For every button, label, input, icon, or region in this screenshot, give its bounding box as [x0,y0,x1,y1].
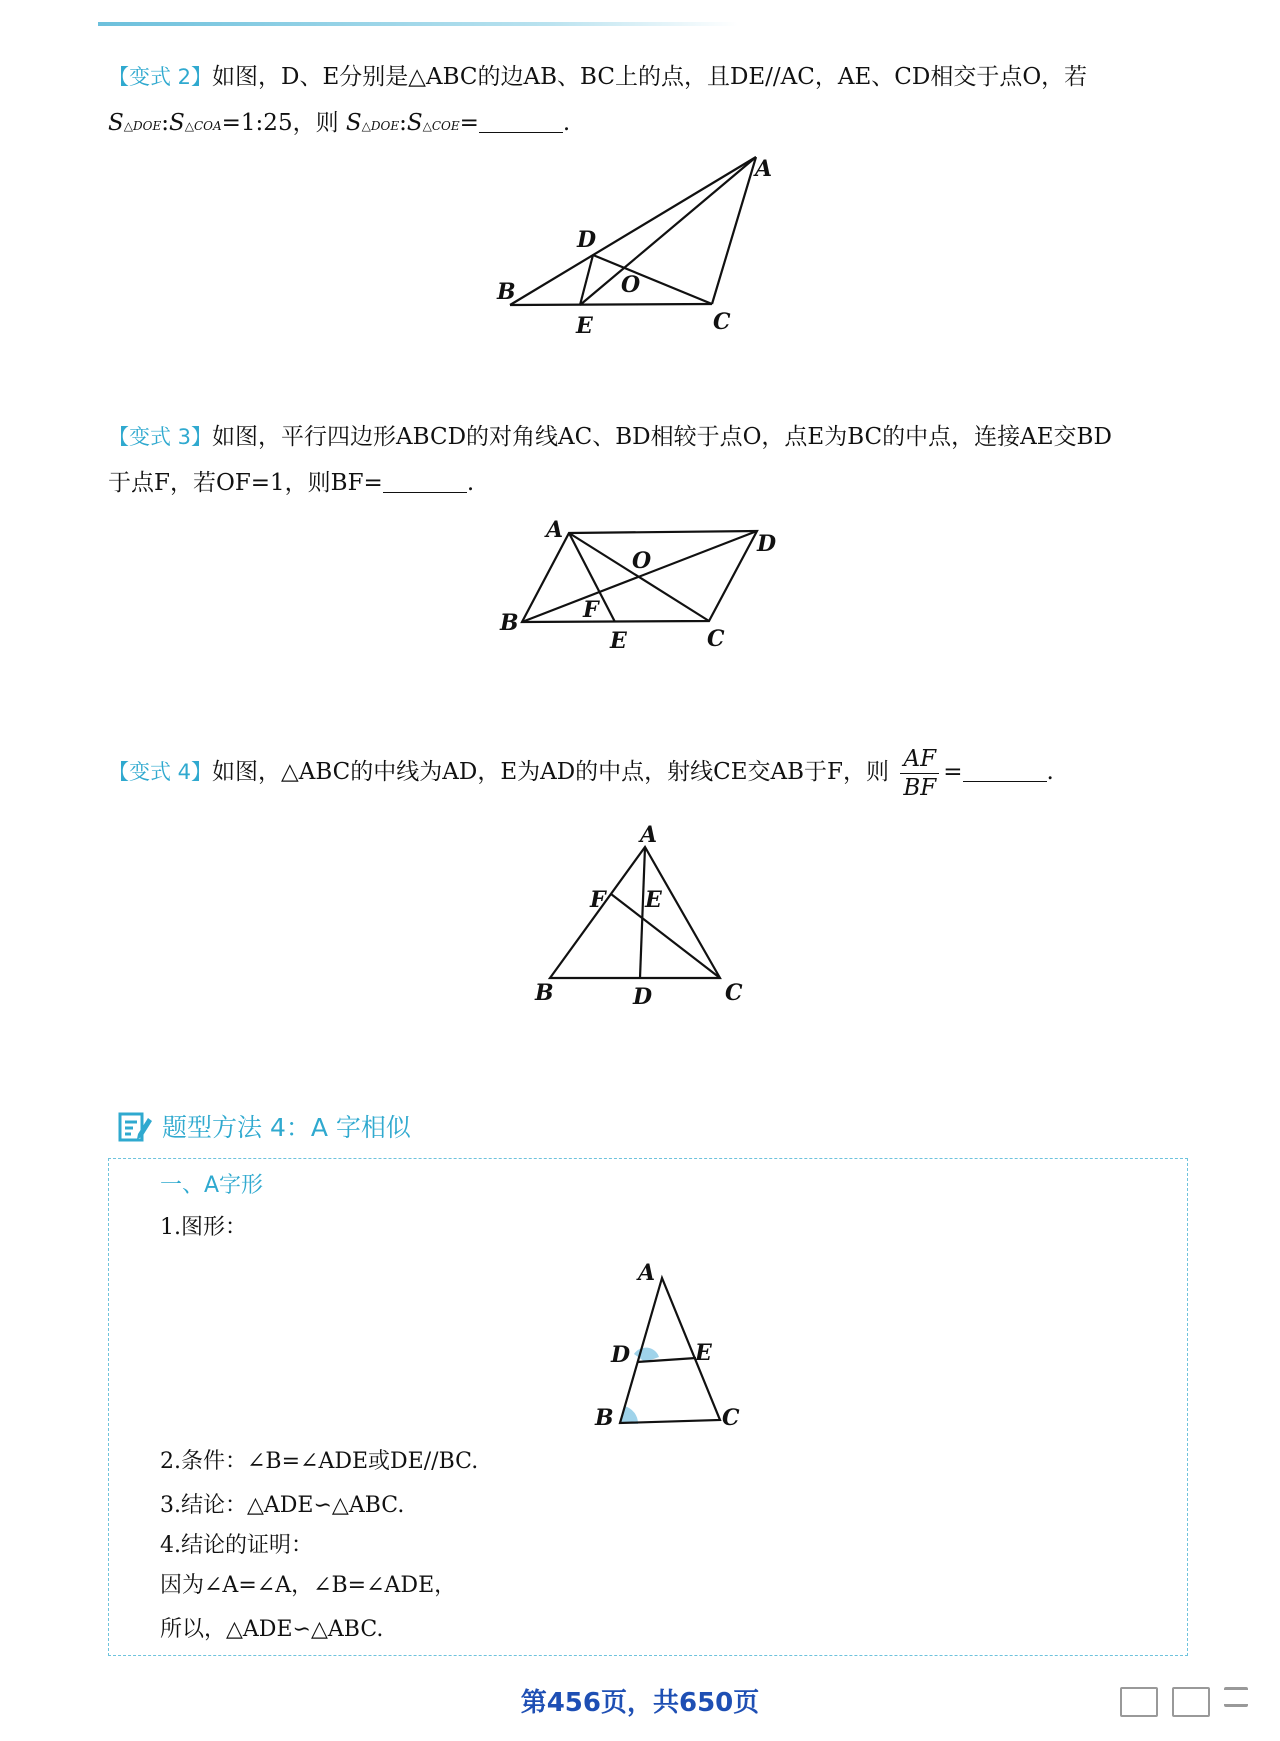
area-symbol: S [168,110,185,136]
equals: = [459,110,479,136]
label-F: F [583,597,599,623]
label-O: O [621,272,641,298]
label-B: B [497,279,516,305]
label-A: A [546,517,564,543]
area-subscript: △COE [422,119,460,133]
area-subscript: △DOE [361,119,400,133]
viewer-toolbar [1120,1687,1248,1717]
area-symbol: S [345,110,362,136]
label-D: D [577,227,597,253]
ratio-text: =1:25，则 [221,110,339,136]
item-proof-heading: 4.结论的证明： [160,1533,313,1558]
label-E: E [695,1340,712,1366]
label-D: D [633,984,653,1010]
label-A: A [638,1260,656,1286]
fraction-numerator: AF [900,745,939,774]
fraction-denominator: BF [903,774,937,801]
label-D: D [757,531,777,557]
problem-2-tag: 【变式 2】 [108,65,213,89]
box-heading: 一、A字形 [160,1173,264,1198]
label-B: B [500,610,519,636]
area-subscript: △COA [184,119,222,133]
item-condition: 2.条件：∠B=∠ADE或DE//BC. [160,1449,479,1474]
area-symbol: S [108,110,124,136]
label-A: A [640,822,658,848]
equals: = [943,759,963,785]
problem-4-line1: 如图，△ABC的中线为AD，E为AD的中点，射线CE交AB于F，则 [212,759,890,785]
label-F: F [590,887,606,913]
area-symbol: S [406,110,423,136]
label-E: E [645,887,662,913]
label-C: C [725,980,743,1006]
menu-icon[interactable] [1224,1687,1248,1707]
colon: : [399,110,407,136]
item-conclusion: 3.结论：△ADE∽△ABC. [160,1493,405,1518]
page-counter: 第456页，共650页 [520,1688,760,1718]
problem-3-line1: 如图，平行四边形ABCD的对角线AC、BD相较于点O，点E为BC的中点，连接AE交BD [212,424,1112,450]
label-C: C [713,309,731,335]
item-figure-label: 1.图形： [160,1215,247,1240]
single-page-view-icon[interactable] [1120,1687,1158,1717]
label-D: D [611,1342,631,1368]
section-title-text: 题型方法 4：A 字相似 [162,1113,411,1142]
label-A: A [755,156,773,182]
label-C: C [707,626,725,652]
item-proof-line2: 所以，△ADE∽△ABC. [160,1617,384,1642]
period: . [562,110,571,136]
label-B: B [535,980,554,1006]
problem-3-tag: 【变式 3】 [108,425,213,449]
label-B: B [595,1405,614,1431]
label-C: C [722,1405,740,1431]
period: . [1046,759,1054,785]
colon: : [161,110,169,136]
area-subscript: △DOE [123,119,162,133]
label-E: E [610,628,627,654]
period: . [466,470,475,496]
label-E: E [576,313,593,339]
item-proof-line1: 因为∠A=∠A，∠B=∠ADE， [160,1573,457,1598]
problem-3-line2: 于点F，若OF=1，则BF= [108,470,383,496]
two-page-view-icon[interactable] [1172,1687,1210,1717]
problem-4-tag: 【变式 4】 [108,760,213,784]
label-O: O [632,548,652,574]
problem-2-line1: 如图，D、E分别是△ABC的边AB、BC上的点，且DE//AC，AE、CD相交于点O，若 [212,64,1088,90]
